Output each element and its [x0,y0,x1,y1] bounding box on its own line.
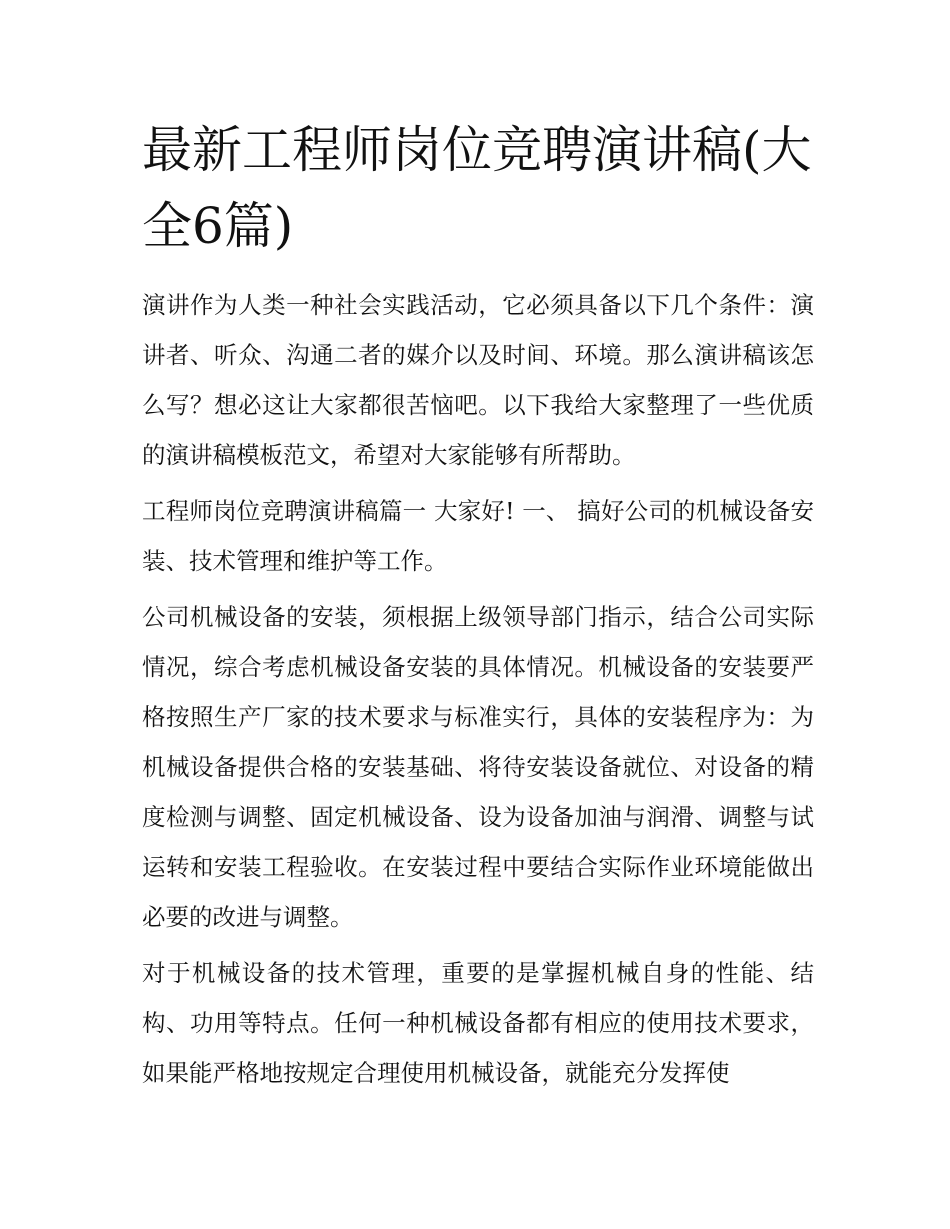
paragraph-section-one: 工程师岗位竞聘演讲稿篇一 大家好! 一、 搞好公司的机械设备安装、技术管理和维护等工作。 [142,497,814,575]
document-title: 最新工程师岗位竞聘演讲稿(大全6篇) [142,121,812,255]
document-page [142,112,814,1104]
paragraph-intro: 演讲作为人类一种社会实践活动，它必须具备以下几个条件：演讲者、听众、沟通二者的媒介以及时间、环境。那么演讲稿该怎么写？想必这让大家都很苦恼吧。以下我给大家整理了一些优质的演讲稿模板范文，希望对大家能够有所帮助。 [142,291,814,469]
paragraph-installation: 公司机械设备的安装，须根据上级领导部门指示，结合公司实际情况，综合考虑机械设备安装的具体情况。机械设备的安装要严格按照生产厂家的技术要求与标准实行，具体的安装程序为：为机械设备提供合格的安装基础、将待安装设备就位、对设备的精度检测与调整、固定机械设备、设为设备加油与润滑、调整与试运转和安装工程验收。在安装过程中要结合实际作业环境能做出必要的改进与调整。 [142,603,814,931]
paragraph-technical-management: 对于机械设备的技术管理，重要的是掌握机械自身的性能、结构、功用等特点。任何一种机械设备都有相应的使用技术要求，如果能严格地按规定合理使用机械设备，就能充分发挥使 [142,959,814,1087]
